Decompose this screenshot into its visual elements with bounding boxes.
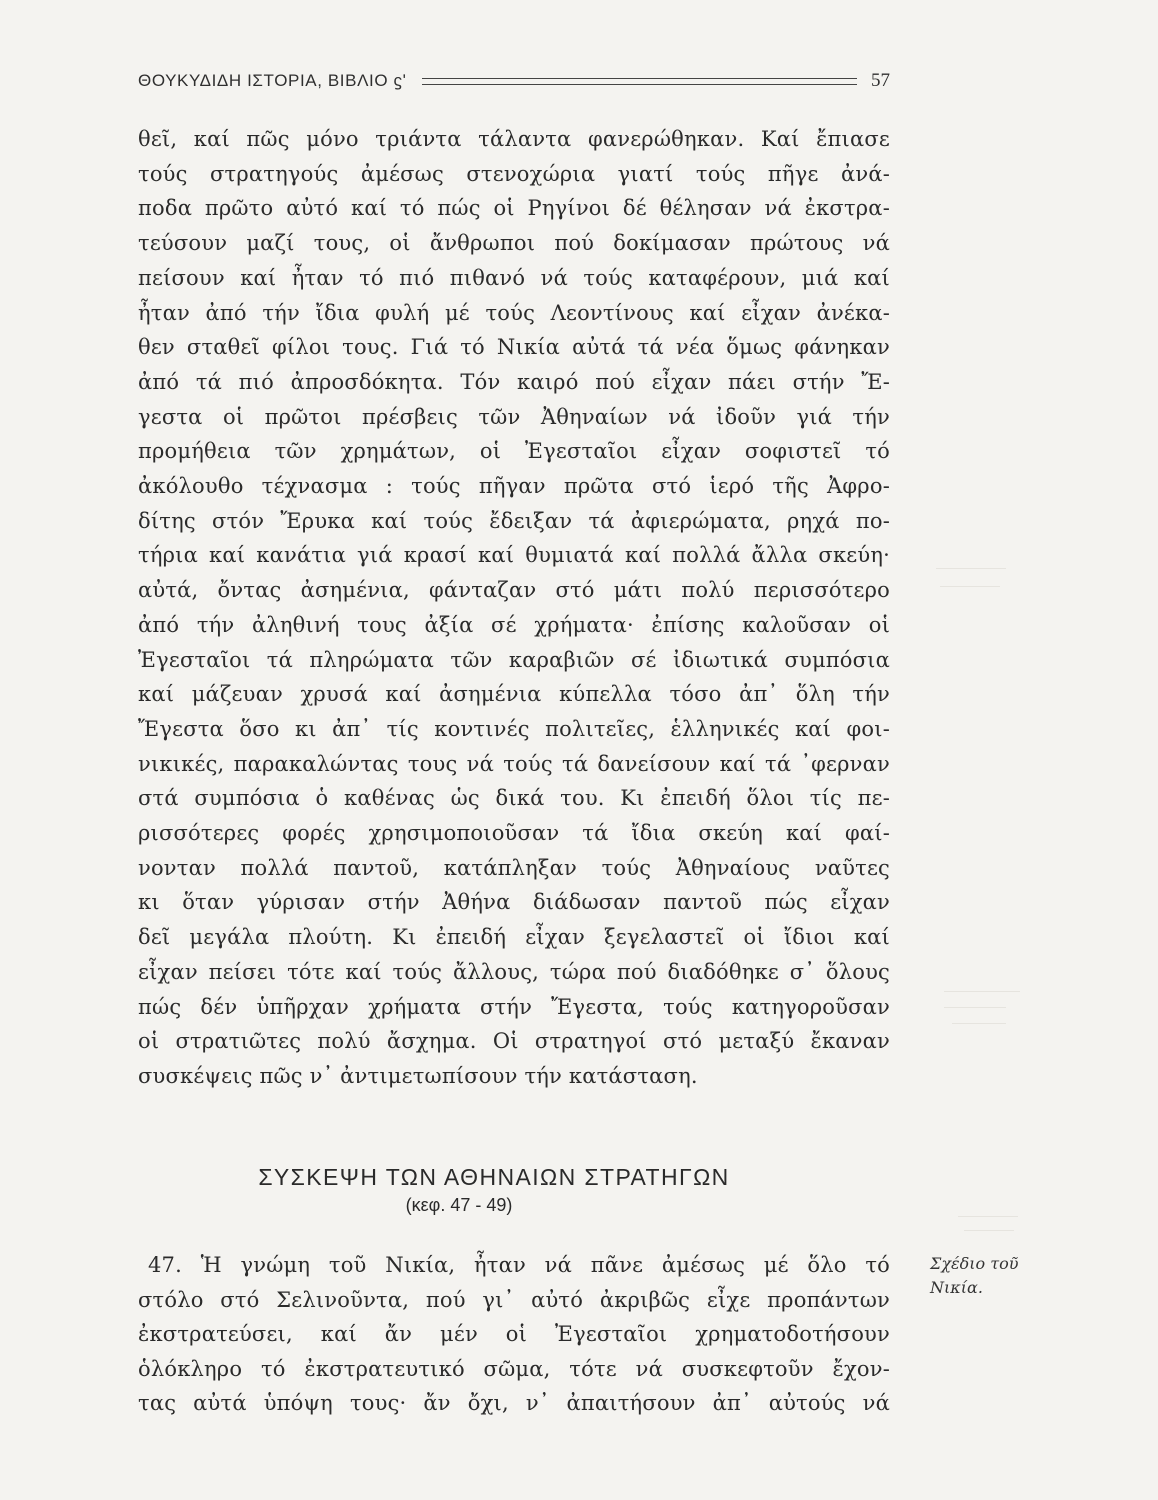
- bleed-through-mark: [958, 1210, 1028, 1240]
- header-title: ΘΟΥΚΥΔΙΔΗ ΙΣΤΟΡΙΑ, ΒΙΒΛΙΟ ϛʹ: [138, 71, 407, 90]
- text-line: γεστα οἱ πρῶτοι πρέσβεις τῶν Ἀθηναίων νά ἰδοῦν γιά τήν: [138, 404, 890, 429]
- text-line: τήρια καί κανάτια γιά κρασί καί θυμιατά καί πολλά ἄλλα σκεύη·: [138, 543, 890, 568]
- text-line: ποδα πρῶτο αὐτό καί τό πώς οἱ Ρηγίνοι δέ θέλησαν νά ἐκστρα-: [138, 196, 890, 221]
- text-line: συσκέψεις πῶς ν᾽ ἀντιμετωπίσουν τήν κατάσταση.: [138, 1063, 698, 1088]
- text-line: κι ὅταν γύρισαν στήν Ἀθήνα διάδωσαν παντοῦ πώς εἶχαν: [138, 890, 890, 915]
- text-line: 47. Ἡ γνώμη τοῦ Νικία, ἦταν νά πᾶνε ἀμέσως μέ ὅλο τό: [148, 1253, 890, 1277]
- bleed-through-mark: [936, 560, 1026, 600]
- text-line: οἱ στρατιῶτες πολύ ἄσχημα. Οἱ στρατηγοί στό μεταξύ ἔκαναν: [138, 1029, 890, 1054]
- section-subtitle: (κεφ. 47 - 49): [405, 1195, 513, 1215]
- text-line: ἦταν ἀπό τήν ἴδια φυλή μέ τούς Λεοντίνους καί εἶχαν ἀνέκα-: [138, 300, 890, 325]
- text-line: πείσουν καί ἦταν τό πιό πιθανό νά τούς καταφέρουν, μιά καί: [138, 265, 890, 290]
- text-line: τούς στρατηγούς ἀμέσως στενοχώρια γιατί τούς πῆγε ἀνά-: [138, 161, 890, 186]
- text-line: θεν σταθεῖ φίλοι τους. Γιά τό Νικία αὐτά τά νέα ὅμως φάνηκαν: [138, 335, 890, 360]
- text-line: ὁλόκληρο τό ἐκστρατευτικό σῶμα, τότε νά συσκεφτοῦν ἔχον-: [138, 1356, 890, 1381]
- text-line: στά συμπόσια ὁ καθένας ὡς δικά του. Κι ἐπειδή ὅλοι τίς πε-: [138, 786, 890, 811]
- running-header: [138, 68, 890, 94]
- section-title: ΣΥΣΚΕΨΗ ΤΩΝ ΑΘΗΝΑΙΩΝ ΣΤΡΑΤΗΓΩΝ: [258, 1164, 730, 1190]
- text-line: ἀπό τά πιό ἀπροσδόκητα. Τόν καιρό πού εἶχαν πάει στήν Ἔ-: [138, 369, 890, 394]
- text-line: εἶχαν πείσει τότε καί τούς ἄλλους, τώρα πού διαδόθηκε σ᾽ ὅλους: [138, 959, 890, 984]
- text-line: καί μάζευαν χρυσά καί ἀσημένια κύπελλα τόσο ἀπ᾽ ὅλη τήν: [138, 682, 890, 707]
- text-line: ἀπό τήν ἀληθινή τους ἀξία σέ χρήματα· ἐπίσης καλοῦσαν οἱ: [138, 612, 890, 637]
- text-line: τεύσουν μαζί τους, οἱ ἄνθρωποι πού δοκίμασαν πρώτους νά: [138, 231, 890, 256]
- margin-note-line: Σχέδιο τοῦ: [930, 1254, 1019, 1273]
- text-line: Ἐγεσταῖοι τά πληρώματα τῶν καραβιῶν σέ ἰδιωτικά συμπόσια: [138, 647, 890, 672]
- header-double-rule: [422, 78, 857, 85]
- body-text: [138, 122, 890, 1094]
- text-line: δίτης στόν Ἔρυκα καί τούς ἔδειξαν τά ἀφιερώματα, ρηχά πο-: [138, 508, 890, 533]
- text-line: ἐκστρατεύσει, καί ἄν μέν οἱ Ἐγεσταῖοι χρηματοδοτήσουν: [138, 1322, 890, 1346]
- paragraph-47: [138, 1248, 890, 1421]
- text-line: δεῖ μεγάλα πλούτη. Κι ἐπειδή εἶχαν ξεγελαστεῖ οἱ ἴδιοι καί: [138, 925, 890, 950]
- bleed-through-mark: [944, 985, 1024, 1035]
- text-line: πώς δέν ὑπῆρχαν χρήματα στήν Ἔγεστα, τούς κατηγοροῦσαν: [138, 994, 890, 1019]
- text-line: στόλο στό Σελινοῦντα, πού γι᾽ αὐτό ἀκριβῶς εἶχε προπάντων: [138, 1287, 890, 1312]
- text-line: Ἔγεστα ὅσο κι ἀπ᾽ τίς κοντινές πολιτεῖες, ἑλληνικές καί φοι-: [138, 716, 890, 741]
- text-line: ἀκόλουθο τέχνασμα : τούς πῆγαν πρῶτα στό ἱερό τῆς Ἀφρο-: [138, 474, 890, 499]
- text-line: τας αὐτά ὑπόψη τους· ἄν ὄχι, ν᾽ ἀπαιτήσουν ἀπ᾽ αὐτούς νά: [138, 1391, 890, 1415]
- margin-note: [930, 1252, 1040, 1300]
- text-line: ρισσότερες φορές χρησιμοποιοῦσαν τά ἴδια σκεύη καί φαί-: [138, 821, 890, 846]
- text-line: αὐτά, ὄντας ἀσημένια, φάνταζαν στό μάτι πολύ περισσότερο: [138, 578, 890, 603]
- text-line: νονταν πολλά παντοῦ, κατάπληξαν τούς Ἀθηναίους ναῦτες: [138, 855, 890, 880]
- section-heading: [138, 1164, 890, 1216]
- text-line: θεῖ, καί πῶς μόνο τριάντα τάλαντα φανερώθηκαν. Καί ἔπιασε: [138, 127, 890, 151]
- page-number: 57: [871, 70, 890, 91]
- margin-note-line: Νικία.: [930, 1278, 983, 1297]
- text-line: προμήθεια τῶν χρημάτων, οἱ Ἐγεσταῖοι εἶχαν σοφιστεῖ τό: [138, 439, 890, 464]
- text-line: νικικές, παρακαλώντας τους νά τούς τά δανείσουν καί τά ᾽φερναν: [138, 751, 890, 776]
